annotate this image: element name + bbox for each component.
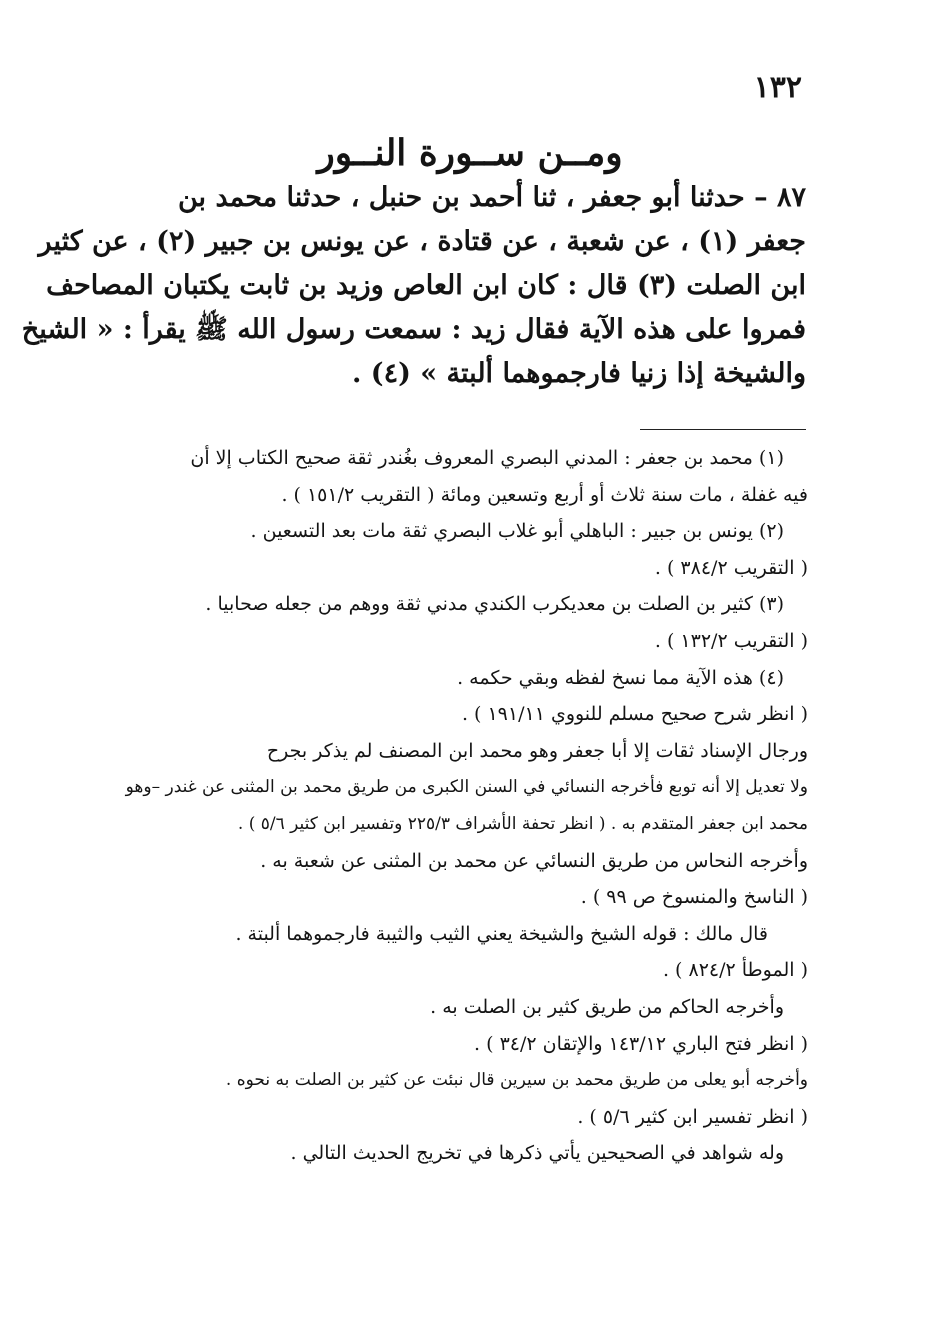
hadith-line: ابن الصلت (٣) قال : كان ابن العاص وزيد بن ثابت يكتبان المصاحف [46,270,806,301]
footnote-line: ( انظر تفسير ابن كثير ٥/٦ ) . [577,1105,808,1128]
footnote-line: وله شواهد في الصحيحين يأتي ذكرها في تخريج الحديث التالي . [290,1142,784,1165]
hadith-line: جعفر (١) ، عن شعبة ، عن قتادة ، عن يونس بن جبير (٢) ، عن كثير [38,226,806,257]
footnote-line: فيه غفلة ، مات سنة ثلاث أو أربع وتسعين ومائة ( التقريب ١٥١/٢ ) . [281,483,808,506]
hadith-text [21,176,806,396]
hadith-line: فمروا على هذه الآية فقال زيد : سمعت رسول الله ﷺ يقرأ : « الشيخ [21,314,806,345]
hadith-line: والشيخة إذا زنيا فارجموهما ألبتة » (٤) . [352,358,806,389]
footnote-line: ورجال الإسناد ثقات إلا أبا جعفر وهو محمد ابن المصنف لم يذكر بجرح [266,739,808,762]
footnote-line: وأخرجه الحاكم من طريق كثير بن الصلت به . [430,995,784,1018]
footnote-line: ( انظر شرح صحيح مسلم للنووي ١٩١/١١ ) . [461,703,808,726]
footnote-separator [640,429,806,430]
hadith-line: ٨٧ – حدثنا أبو جعفر ، ثنا أحمد بن حنبل ، حدثنا محمد بن [178,182,806,213]
footnote-line: ( التقريب ١٣٢/٢ ) . [654,629,808,652]
chapter-title: ومــن ســورة النــور [317,132,623,174]
footnote-line: وأخرجه أبو يعلى من طريق محمد بن سيرين قال نبئت عن كثير بن الصلت به نحوه . [225,1070,808,1091]
footnote-line: وأخرجه النحاس من طريق النسائي عن محمد بن المثنى عن شعبة به . [260,849,808,872]
page-number: ١٣٢ [753,70,802,105]
footnote-line: ( الناسخ والمنسوخ ص ٩٩ ) . [580,886,808,909]
footnote-line: ولا تعديل إلا أنه توبع فأخرجه النسائي في السنن الكبرى من طريق محمد بن المثنى عن غندر –وهو [125,777,808,798]
footnote-line: محمد ابن جعفر المتقدم به . ( انظر تحفة الأشراف ٢٢٥/٣ وتفسير ابن كثير ٥/٦ ) . [237,813,808,834]
footnote-line: ( التقريب ٣٨٤/٢ ) . [654,556,808,579]
footnote-line: ( انظر فتح الباري ١٤٣/١٢ والإتقان ٣٤/٢ ) . [474,1032,808,1055]
footnote-line: ( الموطأ ٨٢٤/٢ ) . [662,959,808,982]
footnote-line: (٤) هذه الآية مما نسخ لفظه وبقي حكمه . [457,666,784,689]
footnote-line: (٣) كثير بن الصلت بن معديكرب الكندي مدني ثقة ووهم من جعله صحابيا . [205,593,784,616]
footnote-line: (٢) يونس بن جبير : الباهلي أبو غلاب البصري ثقة مات بعد التسعين . [250,520,784,543]
footnotes [125,440,808,1172]
footnote-line: قال مالك : قوله الشيخ والشيخة يعني الثيب والثيبة فارجموهما ألبتة . [235,922,768,945]
footnote-line: (١) محمد بن جعفر : المدني البصري المعروف بغُندر ثقة صحيح الكتاب إلا أن [190,447,784,469]
